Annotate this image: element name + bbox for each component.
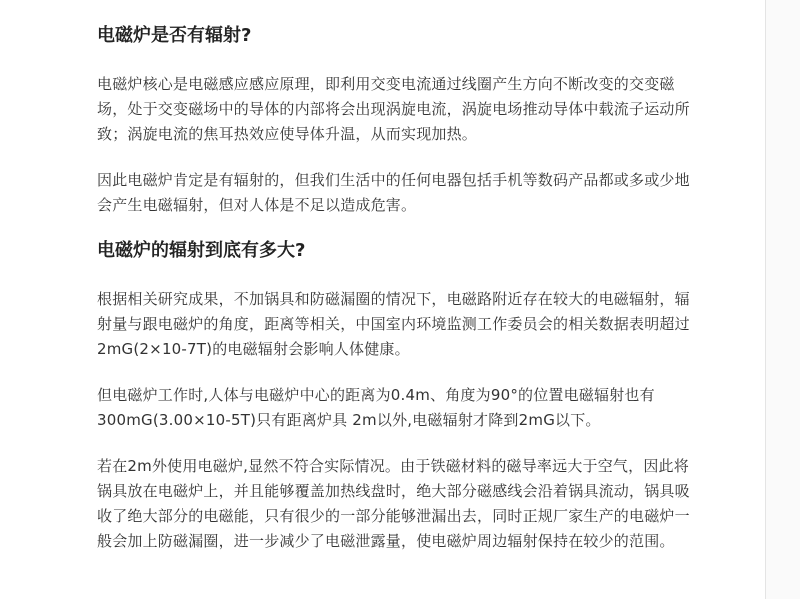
paragraph: 根据相关研究成果，不加锅具和防磁漏圈的情况下，电磁路附近存在较大的电磁辐射，辐射量与跟电磁炉的角度，距离等相关，中国室内环境监测工作委员会的相关数据表明超过 2mG(2×10-7T)的电磁辐射会影响人体健康。 — [97, 290, 690, 358]
paragraph: 电磁炉核心是电磁感应感应原理，即利用交变电流通过线圈产生方向不断改变的交变磁场，处于交变磁场中的导体的内部将会出现涡旋电流，涡旋电场推动导体中载流子运动所致；涡旋电流的焦耳热效应使导体升温，从而实现加热。 — [97, 75, 690, 143]
article-content — [97, 24, 697, 554]
paragraph: 若在2m外使用电磁炉,显然不符合实际情况。由于铁磁材料的磁导率远大于空气，因此将锅具放在电磁炉上，并且能够覆盖加热线盘时，绝大部分磁感线会沿着锅具流动，锅具吸收了绝大部分的电磁能，只有很少的一部分能够泄漏出去，同时正规厂家生产的电磁炉一般会加上防磁漏圈，进一步减少了电磁泄露量，使电磁炉周边辐射保持在较少的范围。 — [97, 457, 690, 550]
paragraph: 因此电磁炉肯定是有辐射的，但我们生活中的任何电器包括手机等数码产品都或多或少地会产生电磁辐射，但对人体是不足以造成危害。 — [97, 171, 690, 214]
right-scrollbar-track[interactable] — [765, 0, 800, 599]
paragraph: 但电磁炉工作时,人体与电磁炉中心的距离为0.4m、角度为90°的位置电磁辐射也有300mG(3.00×10-5T)只有距离炉具 2m以外,电磁辐射才降到2mG以下。 — [97, 386, 655, 429]
section-heading: 电磁炉是否有辐射? — [97, 25, 252, 46]
section-heading: 电磁炉的辐射到底有多大? — [97, 240, 306, 261]
